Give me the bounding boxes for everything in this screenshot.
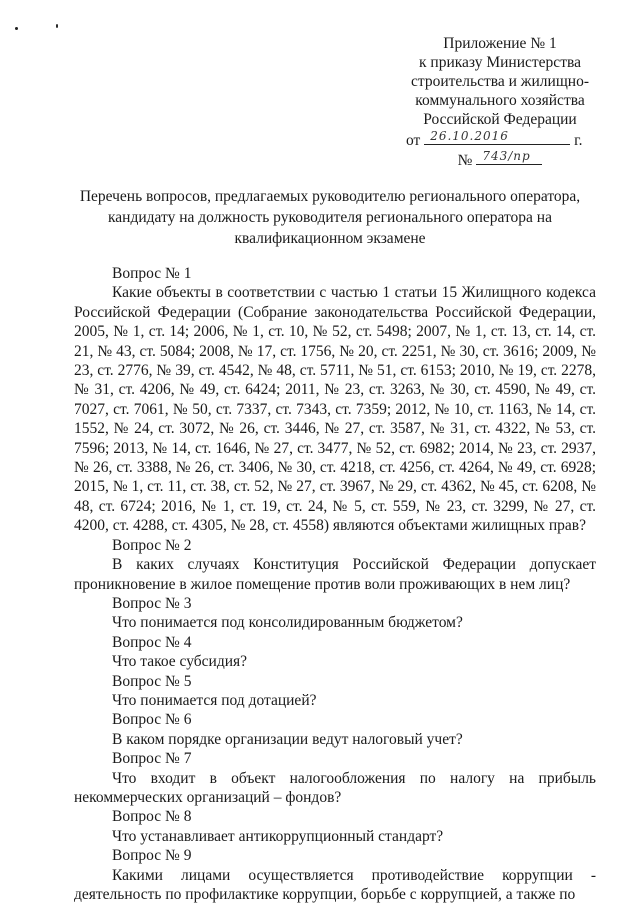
question-label: Вопрос № 8 <box>112 808 192 826</box>
document-title <box>70 186 590 249</box>
scan-speck <box>15 27 18 30</box>
question-label: Вопрос № 6 <box>112 711 192 729</box>
title-line: квалификационном экзамене <box>234 230 426 247</box>
header-line: строительства и жилищно- <box>411 73 589 90</box>
handwritten-date: 26.10.2016 <box>430 129 509 143</box>
header-line: коммунального хозяйства <box>415 92 585 109</box>
question-text: Что входит в объект налогообложения по налогу на прибыль некоммерческих организаций – фондов? <box>74 769 596 806</box>
question-text: В каких случаях Конституция Российской Федерации допускает проникновение в жилое помещение против воли проживающих в нем лиц? <box>74 556 596 593</box>
approval-header <box>400 34 600 169</box>
header-line: к приказу Министерства <box>419 54 581 71</box>
question-item <box>74 710 596 749</box>
question-label: Вопрос № 2 <box>112 536 192 554</box>
question-text: Что понимается под консолидированным бюджетом? <box>112 614 463 632</box>
question-item <box>74 264 596 536</box>
question-label: Вопрос № 7 <box>112 750 192 768</box>
question-item <box>74 536 596 594</box>
number-prefix: № <box>457 152 473 169</box>
header-line: Российской Федерации <box>423 111 577 128</box>
question-text: Что устанавливает антикоррупционный стандарт? <box>112 827 444 845</box>
question-text: Какие объекты в соответствии с частью 1 статьи 15 Жилищного кодекса Российской Федерации (Собрание законодательства Российской Федерации, 2005, № 1, ст. 14; 2006, № 1, ст. 10, № 52, ст. 5498; 2007, № 1, ст. 13, ст. 14, ст. 21, № 43, ст. 5084; 2008, № 17, ст. 1756, № 20, ст. 2251, № 30, ст. 3616; 2009, № 23, ст. 2776, № 39, ст. 4542, № 48, ст. 5711, № 51, ст. 6153; 2010, № 19, ст. 2278, № 31, ст. 4206, № 49, ст. 6424; 2011, № 23, ст. 3263, № 30, ст. 4590, № 49, ст. 7027, ст. 7061, № 50, ст. 7337, ст. 7343, ст. 7359; 2012, № 10, ст. 1163, № 14, ст. 1552, № 24, ст. 3072, № 26, ст. 3446, № 27, ст. 3587, № 31, ст. 4322, № 53, ст. 7596; 2013, № 14, ст. 1646, № 27, ст. 3477, № 52, ст. 6982; 2014, № 23, ст. 2937, № 26, ст. 3388, № 26, ст. 3406, № 30, ст. 4218, ст. 4256, ст. 4264, № 49, ст. 6928; 2015, № 1, ст. 11, ст. 38, ст. 52, № 27, ст. 3967, № 29, ст. 4362, № 45, ст. 6208, № 48, ст. 6724; 2016, № 1, ст. 19, ст. 24, № 5, ст. 559, № 23, ст. 3299, № 27, ст. 4200, ст. 4288, ст. 4305, № 28, ст. 4558) являются объектами жилищных прав? <box>74 284 596 535</box>
scan-speck <box>56 24 58 28</box>
order-number-row <box>400 149 600 169</box>
header-line: Приложение № 1 <box>443 35 557 52</box>
questions-list <box>74 264 596 904</box>
question-text: Какими лицами осуществляется противодействие коррупции - деятельность по профилактике коррупции, борьбе с коррупцией, а также по <box>74 866 596 903</box>
question-item <box>74 807 596 846</box>
number-underline <box>476 149 542 165</box>
question-label: Вопрос № 5 <box>112 672 192 690</box>
handwritten-number: 743/пр <box>482 149 531 163</box>
question-text: Что такое субсидия? <box>112 653 248 671</box>
question-item <box>74 633 596 672</box>
question-item <box>74 672 596 711</box>
date-suffix: г. <box>574 132 583 149</box>
title-line: кандидату на должность руководителя регионального оператора на <box>108 209 552 226</box>
date-prefix: от <box>406 132 421 149</box>
title-line: Перечень вопросов, предлагаемых руководителю регионального оператора, <box>79 188 581 205</box>
question-label: Вопрос № 9 <box>112 847 192 865</box>
date-underline <box>424 129 570 145</box>
question-item <box>74 594 596 633</box>
question-label: Вопрос № 3 <box>112 594 192 612</box>
question-text: В каком порядке организации ведут налоговый учет? <box>112 730 463 748</box>
question-text: Что понимается под дотацией? <box>112 691 317 709</box>
question-item <box>74 846 596 904</box>
order-date-row <box>400 129 600 149</box>
question-label: Вопрос № 4 <box>112 633 192 651</box>
question-item <box>74 749 596 807</box>
question-label: Вопрос № 1 <box>112 265 192 282</box>
